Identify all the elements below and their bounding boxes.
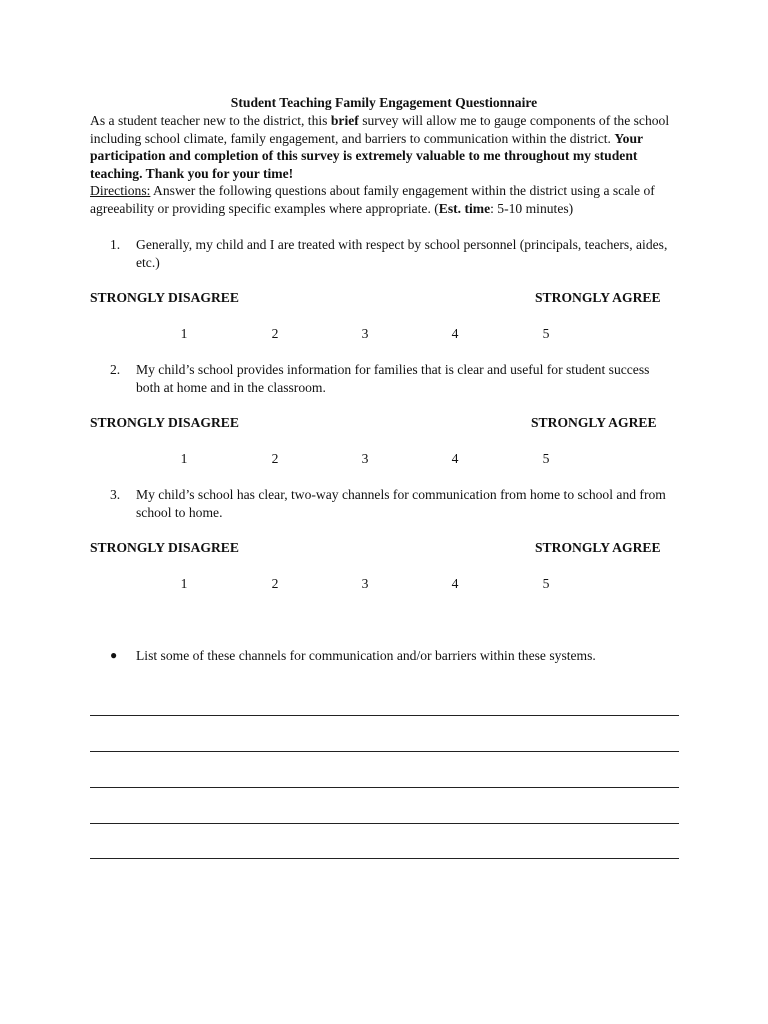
scale-option[interactable]: 4 xyxy=(451,576,459,591)
intro-brief: brief xyxy=(330,113,359,128)
answer-line[interactable] xyxy=(90,751,679,752)
question-text: My child’s school has clear, two-way channels for communication from home to school and from school to home. xyxy=(136,487,666,520)
scale-low-label: STRONGLY DISAGREE xyxy=(90,290,239,305)
scale-option[interactable]: 1 xyxy=(180,326,188,341)
scale-low-label: STRONGLY DISAGREE xyxy=(90,415,239,430)
answer-line[interactable] xyxy=(90,787,679,788)
question-number: 1. xyxy=(110,237,121,252)
scale-option[interactable]: 2 xyxy=(271,451,279,466)
scale-option[interactable]: 3 xyxy=(361,451,369,466)
est-time-value: : 5-10 minutes) xyxy=(490,200,574,216)
scale-option[interactable]: 4 xyxy=(451,451,459,466)
intro-part2: survey will allow me to gauge components of the school including school climate, family engagement, and barriers to communication within the district. xyxy=(90,113,670,146)
intro-part1: As a student teacher new to the district, this xyxy=(90,113,331,128)
intro-text xyxy=(90,112,682,182)
directions-text: Answer the following questions about family engagement within the district using a scale of agreeability or providing specific examples where appropriate. ( xyxy=(90,183,655,216)
bullet-icon: ● xyxy=(110,648,118,662)
scale-option[interactable]: 3 xyxy=(361,326,369,341)
scale-high-label: STRONGLY AGREE xyxy=(535,290,661,305)
question-number: 2. xyxy=(110,362,121,377)
scale-option[interactable]: 2 xyxy=(271,326,279,341)
answer-line[interactable] xyxy=(90,823,679,824)
page-title: Student Teaching Family Engagement Questionnaire xyxy=(230,95,538,110)
scale-high-label: STRONGLY AGREE xyxy=(531,415,657,430)
bullet-text: List some of these channels for communication and/or barriers within these systems. xyxy=(136,648,596,663)
directions-label: Directions: xyxy=(90,183,151,199)
scale-option[interactable]: 3 xyxy=(361,576,369,591)
scale-option[interactable]: 1 xyxy=(180,451,188,466)
scale-option[interactable]: 2 xyxy=(271,576,279,591)
scale-high-label: STRONGLY AGREE xyxy=(535,540,661,555)
scale-low-label: STRONGLY DISAGREE xyxy=(90,540,239,555)
scale-option[interactable]: 4 xyxy=(451,326,459,341)
question-text: Generally, my child and I are treated with respect by school personnel (principals, teachers, aides, etc.) xyxy=(136,237,668,270)
scale-option[interactable]: 5 xyxy=(542,326,550,341)
intro-paragraph xyxy=(90,112,682,218)
answer-line[interactable] xyxy=(90,715,679,716)
directions xyxy=(90,182,682,217)
scale-option[interactable]: 5 xyxy=(542,451,550,466)
est-time-label: Est. time xyxy=(438,200,491,216)
scale-option[interactable]: 1 xyxy=(180,576,188,591)
answer-line[interactable] xyxy=(90,858,679,859)
intro-thanks: Your participation and completion of this survey is extremely valuable to me throughout my student teaching. Thank you for your time! xyxy=(90,130,643,181)
scale-option[interactable]: 5 xyxy=(542,576,550,591)
question-number: 3. xyxy=(110,487,121,502)
question-text: My child’s school provides information for families that is clear and useful for student success both at home and in the classroom. xyxy=(136,362,650,395)
